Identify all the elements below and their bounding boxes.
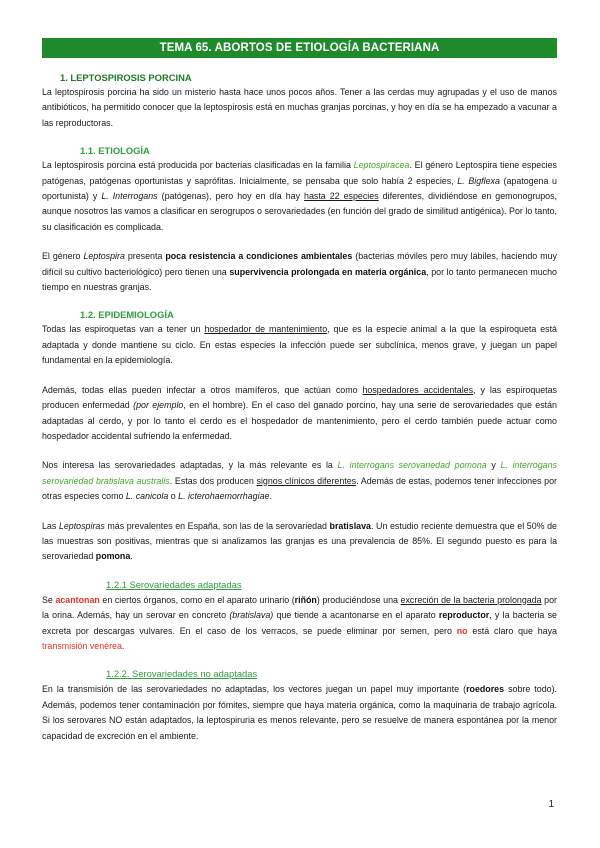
document-title: TEMA 65. ABORTOS DE ETIOLOGÍA BACTERIANA [42, 38, 557, 58]
paragraph-epidemiologia-2: Además, todas ellas pueden infectar a otros mamíferos, que actúan como hospedadores accidentales, y las espiroquetas producen enfermedad (por ejemplo, en el hombre). En el caso del ganado porcino, hay una serie de serovariedades que están adaptadas al cerdo, y por lo tanto el cerdo es el hospedador de mantenimiento, pero el cerdo también puede actuar como hospedador accidental sufriendo la enfermedad. [42, 384, 557, 441]
paragraph-serovariedades-no-adaptadas: En la transmisión de las serovariedades no adaptadas, los vectores juegan un papel muy importante (roedores sobre todo). Además, podemos tener contaminación por fómites, siempre que haya materia orgánica, como la maquinaria de trabajo agrícola. Si los serovares NO están adaptados, la leptospiruria es menos relevante, pero se resuelve de manera espontánea por la menor capacidad de excreción en el ambiente. [42, 684, 558, 741]
section-heading-etiologia: 1.1. ETIOLOGÍA [80, 145, 150, 157]
paragraph-intro: La leptospirosis porcina ha sido un misterio hasta hace unos pocos años. Tener a las cerdas muy agrupadas y el uso de manos antibióticos, ha permitido conocer que la leptospirosis está en muchas granjas porcinas, y hoy en día se ha empezado a vacunar a las reproductoras. [42, 87, 557, 128]
section-heading-leptospirosis: 1. LEPTOSPIROSIS PORCINA [60, 72, 192, 83]
paragraph-etiologia-2: El género Leptospira presenta poca resistencia a condiciones ambientales (bacterias móviles pero muy lábiles, haciendo muy difícil su cultivo bacteriológico) pero tienen una supervivencia prolongada en materia orgánica, por lo tanto permanecen mucho tiempo en nuestras granjas. [42, 251, 557, 293]
paragraph-serovariedades-adaptadas: Se acantonan en ciertos órganos, como en el aparato urinario (riñón) produciéndose una excreción de la bacteria prolongada por la orina. Además, hay un serovar en concreto (bratislava) que tiende a acantonarse en el aparato reproductor, y la bacteria se excreta por descargas vulvares. En el caso de los verracos, se puede eliminar por semen, pero no está claro que haya transmisión venérea. [42, 594, 557, 651]
paragraph-epidemiologia-3: Nos interesa las serovariedades adaptadas, y la más relevante es la L. interrogans serovariedad pomona y L. interrogans serovariedad bratislava australis. Estas dos producen signos clínicos diferentes. Además de estas, podemos tener infecciones por otras especies como L. canicola o L. icterohaemorrhagiae. [42, 460, 558, 502]
paragraph-epidemiologia-1: Todas las espiroquetas van a tener un hospedador de mantenimiento, que es la especie animal a la que la espiroqueta está adaptada y donde mantiene su ciclo. En estas especies la infección puede ser subclínica, menos grave, y juegan un papel fundamental en la epidemiología. [42, 324, 557, 366]
page-number: 1 [548, 799, 554, 810]
section-heading-epidemiologia: 1.2. EPIDEMIOLOGÍA [80, 309, 174, 321]
section-heading-serovariedades-adaptadas: 1.2.1 Serovariedades adaptadas [106, 578, 242, 590]
paragraph-epidemiologia-4: Las Leptospiras más prevalentes en España, son las de la serovariedad bratislava. Un estudio reciente demuestra que el 50% de las muestras son positivas, mientras que si analizamos las granjas es una prevalencia de 85%. El segundo puesto es para la serovariedad pomona. [42, 520, 557, 562]
paragraph-etiologia-1: La leptospirosis porcina está producida por bacterias clasificadas en la familia Leptospiracea. El género Leptospira tiene especies patógenas, patógenas oportunistas y saprófitas. Inicialmente, se pensaba que solo había 2 especies, L. Bigflexa (apatogena u oportunista) y L. Interrogans (patógenas), pero hoy en día hay hasta 22 especies diferentes, dividiéndose en gemonogrupos, aunque nosotros las vamos a clasificar en serogrupos o serovariedades (en función del grado de similitud antigénica). Por lo tanto, su clasificación es complicada. [42, 160, 557, 232]
section-heading-serovariedades-no-adaptadas: 1.2.2. Serovariedades no adaptadas [106, 668, 258, 680]
document-page [42, 38, 557, 744]
